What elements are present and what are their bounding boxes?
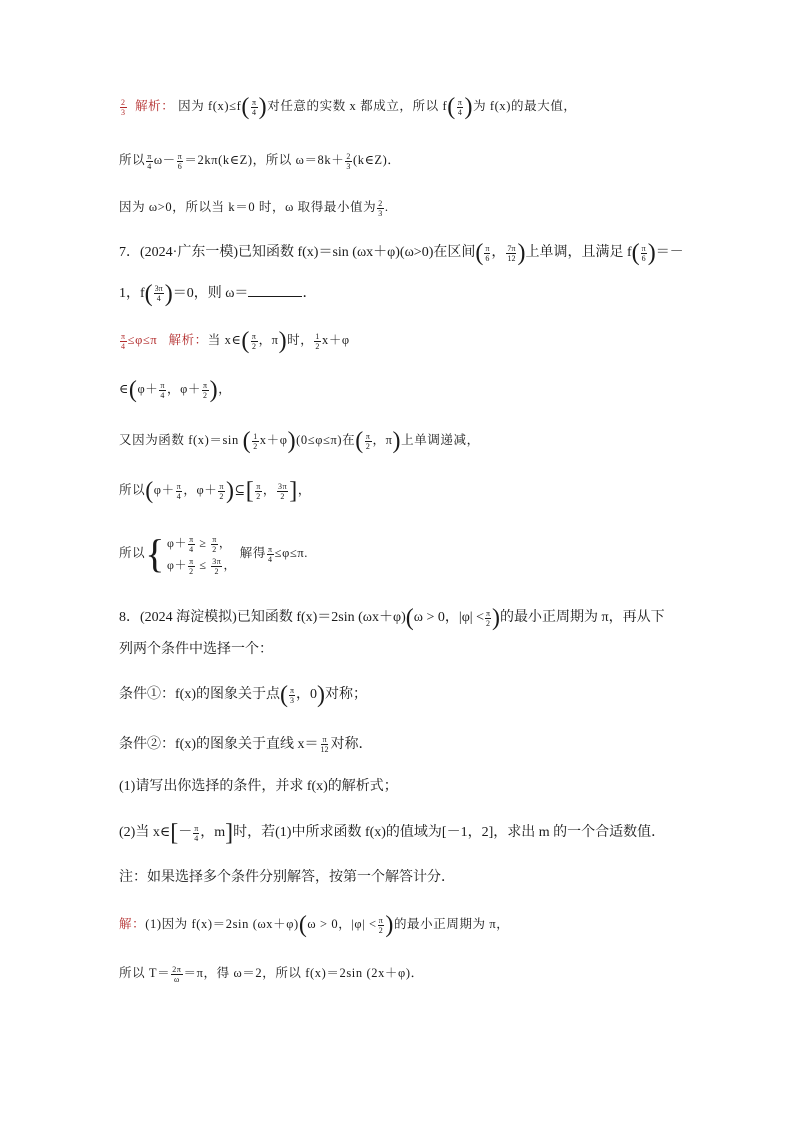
question-8-line-2: 列两个条件中选择一个：	[119, 642, 273, 657]
answer-7: $\frac{\pi}{4}$ ≤φ≤π	[121, 331, 158, 351]
solution-7-line-3: 又因为函数 f(x)＝sin ( $\frac{1}{2}$ x＋φ)(0≤φ≤π)在( $\frac{\pi}{2}$ ，π)上单调递减，	[119, 428, 480, 455]
solution-7-line-2: ∈(φ＋ $\frac{\pi}{4}$ ，φ＋ $\frac{\pi}{2}$ )，	[119, 377, 232, 404]
answer-blank[interactable]	[248, 282, 302, 297]
solution-label: 解：	[119, 917, 146, 931]
condition-1: 条件①：f(x)的图象关于点( $\frac{\pi}{3}$ ，0)对称；	[119, 682, 368, 708]
condition-2: 条件②：f(x)的图象关于直线 x＝ $\frac{\pi}{12}$ 对称．	[119, 735, 373, 755]
solution-6-line-1: $\frac{2}{3}$ 解析： 因为 f(x)≤f( $\frac{\pi}{4}$ )对任意的实数 x 都成立，所以 f( $\frac{\pi}{4}$ )为 f(x)的最大值，	[121, 94, 577, 121]
part-1: (1)请写出你选择的条件，并求 f(x)的解析式；	[119, 779, 398, 794]
part-2: (2)当 x∈[－ $\frac{\pi}{4}$ ，m]时，若(1)中所求函数 f(x)的值域为[－1，2]，求出 m 的一个合适数值．	[119, 820, 666, 846]
solution-7-line-4: 所以(φ＋ $\frac{\pi}{4}$ ，φ＋ $\frac{\pi}{2}$ )⊆[ $\frac{\pi}{2}$ ， $\frac{3\pi}{2}$ ]，	[119, 478, 311, 505]
question-8-line-1: 8．(2024 海淀模拟)已知函数 f(x)＝2sin (ωx＋φ)(ω > 0，|φ| < $\frac{\pi}{2}$ )的最小正周期为 π，再从下	[119, 605, 665, 631]
note: 注：如果选择多个条件分别解答，按第一个解答计分．	[119, 870, 455, 885]
solution-8-line-1: 解：(1)因为 f(x)＝2sin (ωx＋φ)(ω > 0，|φ| < $\frac{\pi}{2}$ )的最小正周期为 π，	[119, 912, 510, 939]
solution-6-line-3: 因为 ω>0，所以当 k＝0 时，ω 取得最小值为 $\frac{2}{3}$ .	[119, 198, 389, 218]
analysis-label: 解析：	[168, 333, 208, 347]
solution-7-line-5: 所以 { φ＋ $\frac{\pi}{4}$ ≥ $\frac{\pi}{2}$ ， φ＋ $\frac{\pi}{2}$ ≤ $\frac{3\pi}{2}$ ， 解得 $\frac{\pi}{4}$ ≤φ≤π.	[119, 531, 309, 577]
question-7-line-2: 1，f( $\frac{3\pi}{4}$ )＝0，则 ω＝ ．	[119, 280, 317, 307]
question-7-line-1: 7．(2024·广东一模)已知函数 f(x)＝sin (ωx＋φ)(ω>0)在区间( $\frac{\pi}{6}$ ， $\frac{7\pi}{12}$ )上单调，且满足 f( $\frac{\pi}{6}$ )＝－	[119, 240, 684, 266]
solution-8-line-2: 所以 T＝ $\frac{2\pi}{\omega}$ ＝π，得 ω＝2，所以 f(x)＝2sin (2x＋φ)．	[119, 964, 424, 984]
solution-7-line-1: $\frac{\pi}{4}$ ≤φ≤π 解析：当 x∈( $\frac{\pi}{2}$ ，π)时， $\frac{1}{2}$ x＋φ	[121, 328, 350, 355]
analysis-label: 解析：	[135, 99, 175, 113]
solution-6-line-2: 所以 $\frac{\pi}{4}$ ω－ $\frac{\pi}{6}$ ＝2kπ(k∈Z)，所以 ω＝8k＋ $\frac{2}{3}$ (k∈Z)．	[119, 151, 401, 171]
answer-fraction: $\frac{2}{3}$	[121, 97, 126, 117]
